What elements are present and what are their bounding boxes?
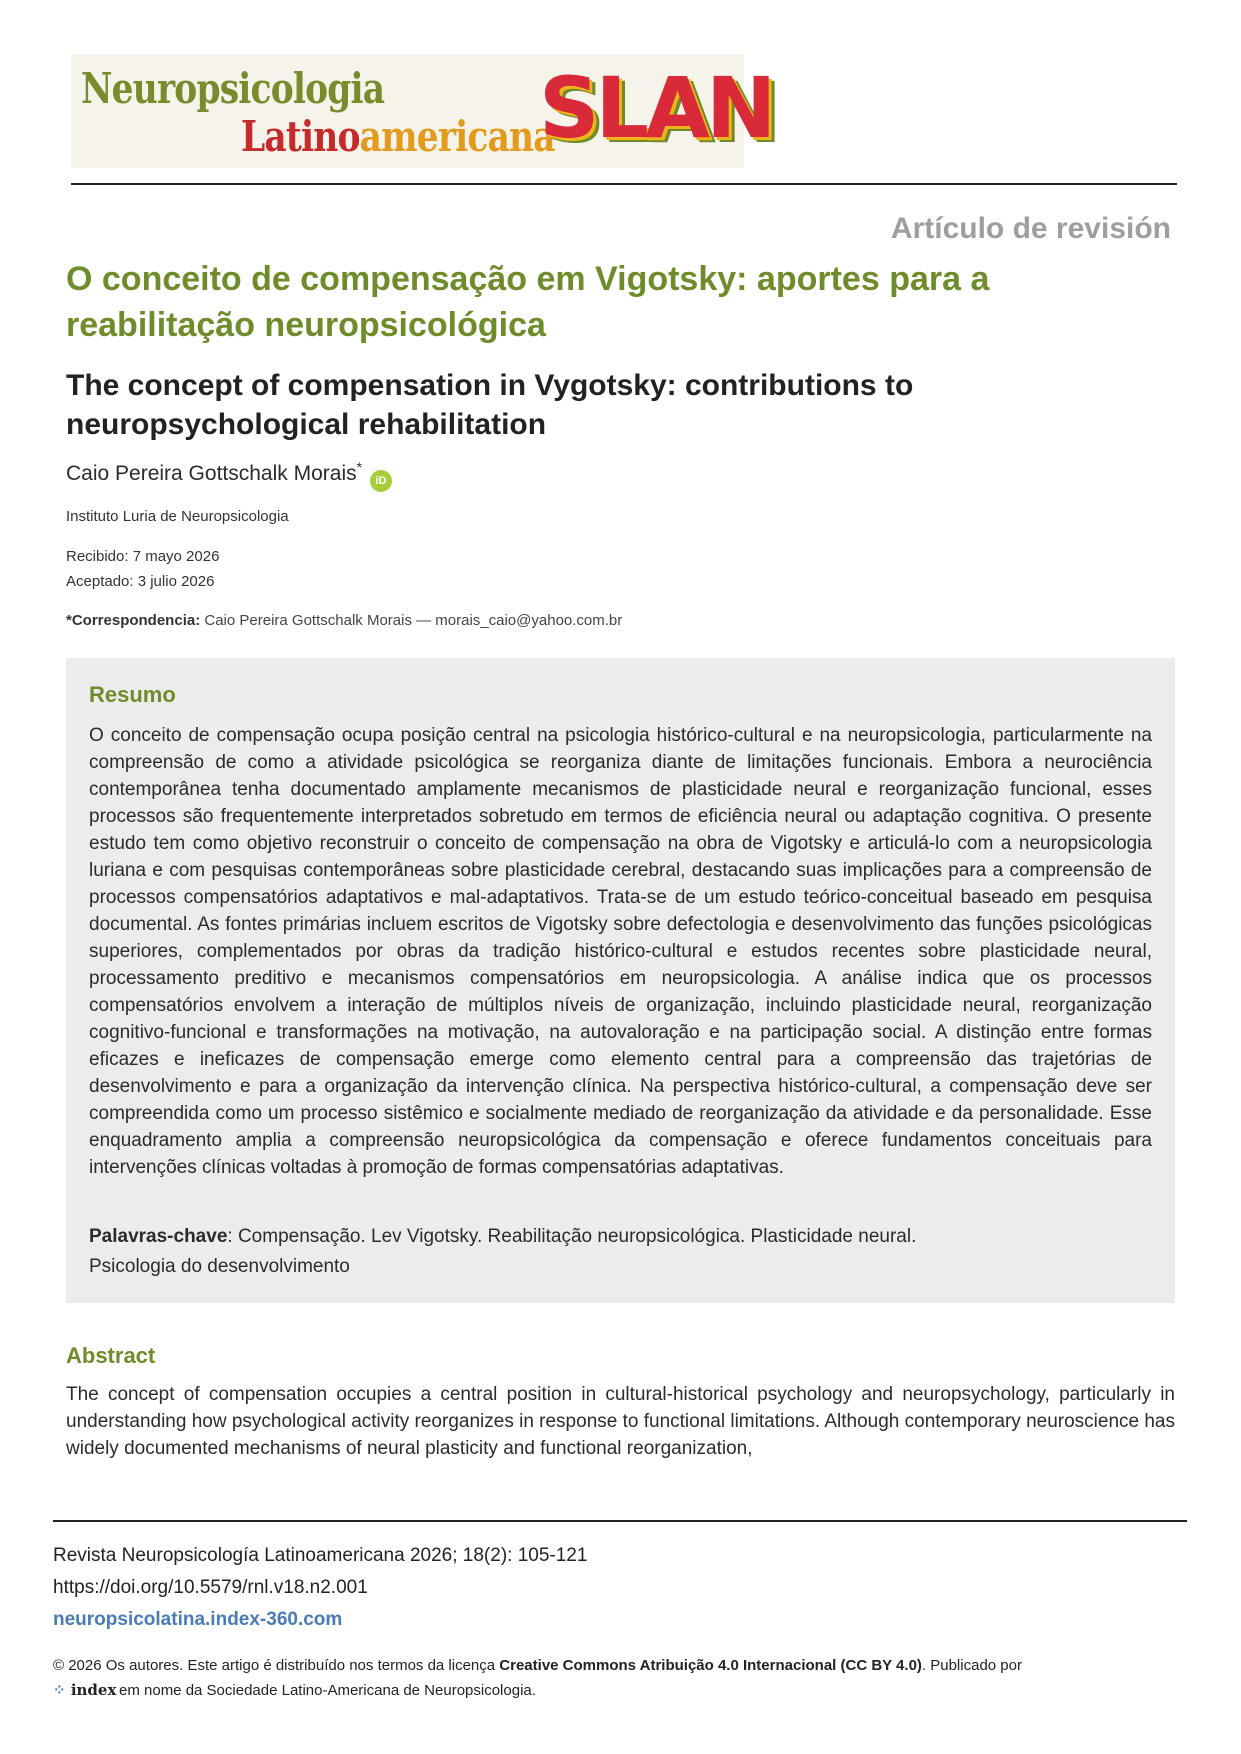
abstract-heading: Abstract <box>66 1343 156 1368</box>
title-english: The concept of compensation in Vygotsky: contributions to neuropsychological rehabilitation <box>66 369 914 441</box>
license-notice <box>53 1654 1187 1703</box>
resumo-heading: Resumo <box>89 682 176 707</box>
logo-line2-a: Latino <box>241 112 360 161</box>
correspondence <box>66 612 622 629</box>
logo-line1: Neuropsicologia <box>81 64 385 113</box>
journal-website-link[interactable]: neuropsicolatina.index-360.com <box>53 1609 343 1630</box>
author-mark: * <box>356 459 363 475</box>
license-link[interactable]: Creative Commons Atribuição 4.0 Internacional (CC BY 4.0) <box>499 1657 922 1674</box>
author-name: Caio Pereira Gottschalk Morais <box>66 462 357 485</box>
journal-citation: Revista Neuropsicología Latinoamericana 2026; 18(2): 105-121 <box>53 1545 588 1566</box>
keywords-line1: : Compensação. Lev Vigotsky. Reabilitação neuropsicológica. Plasticidade neural. <box>227 1226 917 1247</box>
correspondence-text: Caio Pereira Gottschalk Morais — morais_caio@yahoo.com.br <box>204 612 623 629</box>
license-line2: em nome da Sociedade Latino-Americana de Neuropsicologia. <box>119 1682 536 1699</box>
correspondence-label: *Correspondencia: <box>66 612 201 629</box>
keywords <box>89 1222 1089 1282</box>
resumo-text: O conceito de compensação ocupa posição central na psicologia histórico-cultural e na neuropsicologia, particularmente na compreensão de como a atividade psicológica se reorganiza diante de limitações funcionais. Embora a neurociência contemporânea tenha documentado amplamente mecanismos de plasticidade neural e reorganização funcional, esses processos são frequentemente interpretados sobretudo em termos de eficiência neural ou adaptação cognitiva. O presente estudo tem como objetivo reconstruir o conceito de compensação na obra de Vigotsky e articulá-lo com a neuropsicologia luriana e com pesquisas contemporâneas sobre plasticidade cerebral, destacando suas implicações para a compreensão de processos compensatórios adaptativos e mal-adaptativos. Trata-se de um estudo teórico-conceitual baseado em pesquisa documental. As fontes primárias incluem escritos de Vigotsky sobre defectologia e desenvolvimento das funções psicológicas superiores, complementados por obras da tradição histórico-cultural e estudos recentes sobre plasticidade neural, processamento preditivo e mecanismos compensatórios em neuropsicologia. A análise indica que os processos compensatórios envolvem a interação de múltiplos níveis de organização, incluindo plasticidade neural, reorganização cognitivo-funcional e transformações na motivação, na autovaloração e na participação social. A distinção entre formas eficazes e ineficazes de compensação emerge como elemento central para a compreensão das trajetórias de desenvolvimento e para a organização da intervenção clínica. Na perspectiva histórico-cultural, a compensação deve ser compreendida como um processo sistêmico e socialmente mediado de reorganização da atividade e da personalidade. Esse enquadramento amplia a compreensão neuropsicológica da compensação e oferece fundamentos conceituais para intervenções clínicas voltadas à promoção de formas compensatórias adaptativas. <box>89 725 1152 1178</box>
author-line <box>66 459 392 492</box>
title-portuguese: O conceito de compensação em Vigotsky: aportes para a reabilitação neuropsicológica <box>66 260 990 344</box>
footer-divider <box>53 1520 1187 1522</box>
affiliation: Instituto Luria de Neuropsicologia <box>66 508 289 525</box>
keywords-line2: Psicologia do desenvolvimento <box>89 1256 350 1277</box>
index-logo: ⁘ index <box>53 1681 117 1699</box>
journal-logo <box>71 54 773 168</box>
resumo-box <box>66 658 1175 1303</box>
orcid-icon[interactable]: iD <box>370 470 392 492</box>
slan-logo: SLAN <box>539 59 773 157</box>
logo-line2 <box>241 112 555 161</box>
doi-link[interactable]: https://doi.org/10.5579/rnl.v18.n2.001 <box>53 1577 368 1598</box>
abstract-text: The concept of compensation occupies a central position in cultural-historical psychology and neuropsychology, particularly in understanding how psychological activity reorganizes in response to functional limitations. Although contemporary neuroscience has widely documented mechanisms of neural plasticity and functional reorganization, <box>66 1384 1175 1459</box>
header-divider <box>71 183 1177 185</box>
logo-line2-b: americana <box>359 112 555 161</box>
article-type: Artículo de revisión <box>890 212 1171 245</box>
index-logo-text: index <box>70 1681 117 1699</box>
keywords-label: Palavras-chave <box>89 1226 228 1247</box>
license-post: . Publicado por <box>921 1657 1022 1674</box>
license-pre: © 2026 Os autores. Este artigo é distribuído nos termos da licença <box>53 1657 500 1674</box>
received-date: Recibido: 7 mayo 2026 <box>66 548 220 565</box>
accepted-date: Aceptado: 3 julio 2026 <box>66 573 215 590</box>
